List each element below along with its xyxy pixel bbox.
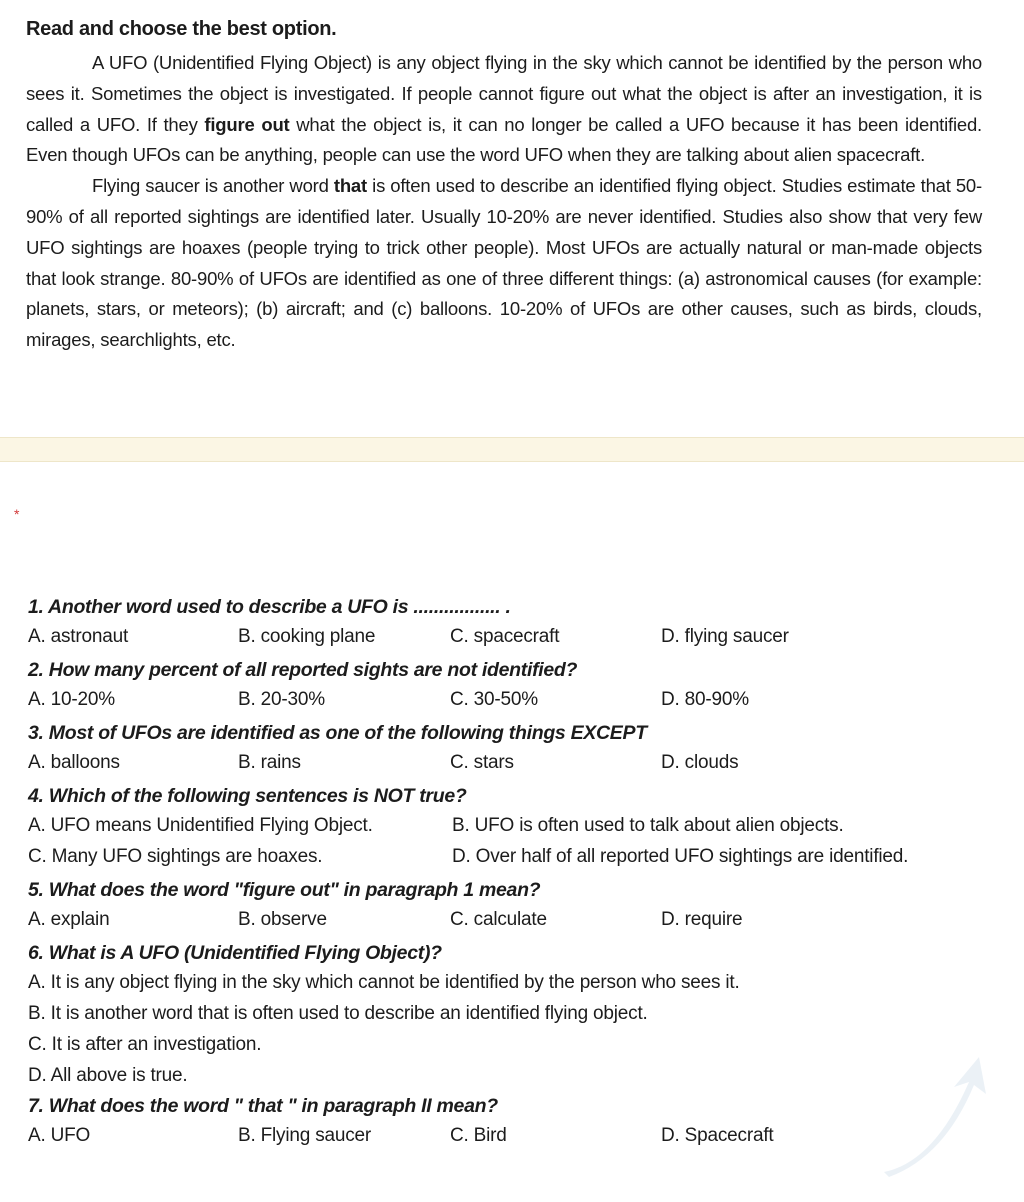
question-2-options xyxy=(28,685,998,719)
option-3d[interactable]: D. clouds xyxy=(661,752,739,773)
option-4d[interactable]: D. Over half of all reported UFO sightings are identified. xyxy=(452,846,909,867)
option-3c[interactable]: C. stars xyxy=(450,752,514,773)
option-4c[interactable]: C. Many UFO sightings are hoaxes. xyxy=(28,846,323,867)
paragraph-2-bold-word: that xyxy=(333,175,367,197)
question-7: 7. What does the word " that " in paragraph II mean? xyxy=(28,1095,498,1117)
option-7c[interactable]: C. Bird xyxy=(450,1125,507,1146)
option-7a[interactable]: A. UFO xyxy=(28,1125,91,1146)
option-6b[interactable]: B. It is another word that is often used to describe an identified flying object. xyxy=(28,1003,648,1024)
option-5b[interactable]: B. observe xyxy=(238,909,327,930)
question-7-options xyxy=(28,1121,998,1155)
question-2: 2. How many percent of all reported sights are not identified? xyxy=(28,659,578,681)
option-5a[interactable]: A. explain xyxy=(28,909,110,930)
reading-passage xyxy=(26,48,982,356)
question-4-options-row-1 xyxy=(28,811,998,842)
question-5-options xyxy=(28,905,998,939)
paragraph-1-text-a: A UFO (Unidentified Flying Object) is any object flying in the sky which cannot be identified by the person who sees it. Sometimes the object is investigated. If people cannot figure out what the object is after an investigation, it is called a UFO. If they xyxy=(26,52,982,135)
paragraph-1-text-b: what the object is, it can no longer be called a UFO because it has been identified. Even though UFOs can be anything, people can use the word UFO when they are talking about alien spacecraft. xyxy=(26,113,982,166)
option-2a[interactable]: A. 10-20% xyxy=(28,689,115,710)
option-2c[interactable]: C. 30-50% xyxy=(450,689,538,710)
option-1b[interactable]: B. cooking plane xyxy=(238,626,376,647)
option-7d[interactable]: D. Spacecraft xyxy=(661,1125,774,1146)
watermark-arrow-icon xyxy=(874,1052,994,1182)
option-4b[interactable]: B. UFO is often used to talk about alien objects. xyxy=(452,815,844,836)
option-5c[interactable]: C. calculate xyxy=(450,909,547,930)
paragraph-1 xyxy=(26,48,982,171)
question-6: 6. What is A UFO (Unidentified Flying Object)? xyxy=(28,942,442,964)
question-4-options-row-2 xyxy=(28,842,998,876)
paragraph-1-bold-phrase: figure out xyxy=(204,113,290,135)
question-3-options xyxy=(28,748,998,782)
option-3a[interactable]: A. balloons xyxy=(28,752,120,773)
question-5: 5. What does the word "figure out" in paragraph 1 mean? xyxy=(28,879,541,901)
paragraph-2-text-b: is often used to describe an identified flying object. Studies estimate that 50-90% of all reported sightings are identified later. Usually 10-20% are never identified. Studies also show that very few UFO sightings are hoaxes (people trying to trick other people). Most UFOs are actually natural or man-made objects that look strange. 80-90% of UFOs are identified as one of three different things: (a) astronomical causes (for example: planets, stars, or meteors); (b) aircraft; and (c) balloons. 10-20% of UFOs are other causes, such as birds, clouds, mirages, searchlights, etc. xyxy=(26,175,982,351)
option-2d[interactable]: D. 80-90% xyxy=(661,689,749,710)
option-1a[interactable]: A. astronaut xyxy=(28,626,129,647)
question-4: 4. Which of the following sentences is NOT true? xyxy=(28,785,467,807)
paragraph-2-text-a: Flying saucer is another word xyxy=(92,175,334,197)
question-1-options xyxy=(28,622,998,656)
question-1: 1. Another word used to describe a UFO is ................. . xyxy=(28,596,511,618)
section-divider-band xyxy=(0,437,1024,462)
option-6c[interactable]: C. It is after an investigation. xyxy=(28,1034,262,1055)
option-6a[interactable]: A. It is any object flying in the sky which cannot be identified by the person who sees it. xyxy=(28,972,740,993)
option-1d[interactable]: D. flying saucer xyxy=(661,626,789,647)
option-5d[interactable]: D. require xyxy=(661,909,743,930)
option-1c[interactable]: C. spacecraft xyxy=(450,626,560,647)
required-asterisk: * xyxy=(14,506,20,522)
option-2b[interactable]: B. 20-30% xyxy=(238,689,325,710)
option-4a[interactable]: A. UFO means Unidentified Flying Object. xyxy=(28,815,373,836)
question-3: 3. Most of UFOs are identified as one of the following things EXCEPT xyxy=(28,722,647,744)
paragraph-2 xyxy=(26,171,982,356)
option-7b[interactable]: B. Flying saucer xyxy=(238,1125,372,1146)
option-6d[interactable]: D. All above is true. xyxy=(28,1065,188,1086)
instruction-heading: Read and choose the best option. xyxy=(26,18,337,40)
option-3b[interactable]: B. rains xyxy=(238,752,301,773)
question-list xyxy=(28,593,998,1155)
